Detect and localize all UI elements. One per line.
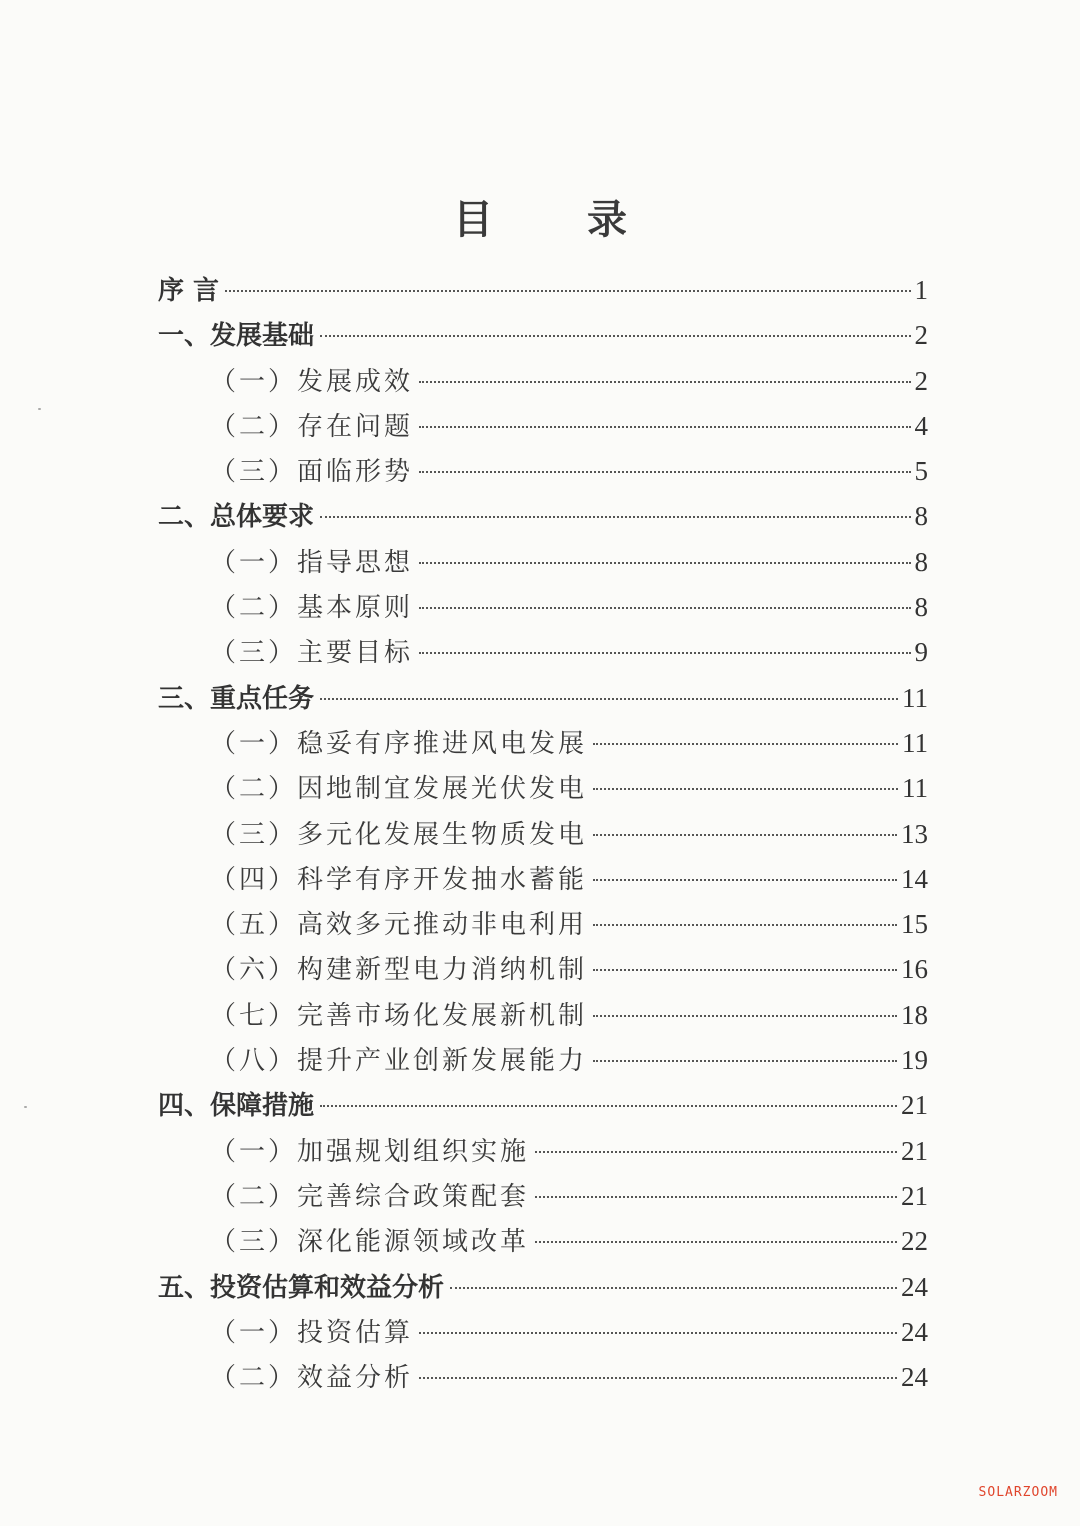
toc-entry (158, 993, 928, 1038)
dot-leader (320, 698, 898, 700)
toc-entry (158, 1129, 928, 1174)
toc-entry-label: （一）加强规划组织实施 (210, 1136, 530, 1167)
dot-leader (419, 607, 910, 609)
toc-entry-page-number: 24 (901, 1362, 928, 1393)
toc-entry-page-number: 1 (914, 275, 928, 305)
toc-entry (158, 1265, 928, 1310)
toc-entry-page-number: 21 (901, 1180, 928, 1211)
watermark-logo: SOLARZOOM (978, 1485, 1058, 1500)
toc-entry (158, 449, 928, 494)
toc-entry-page-number: 8 (914, 501, 928, 532)
toc-entry-page-number: 2 (914, 365, 928, 396)
toc-entry-page-number: 22 (901, 1226, 928, 1257)
toc-entry-label: 三、重点任务 (158, 683, 315, 714)
toc-entry-label: 四、保障措施 (158, 1091, 315, 1122)
toc-entry-page-number: 21 (901, 1090, 928, 1121)
dot-leader (535, 1151, 897, 1153)
dot-leader (593, 879, 897, 881)
toc-entry (158, 766, 928, 811)
toc-entry-page-number: 21 (901, 1135, 928, 1166)
toc-entry-page-number: 13 (901, 818, 928, 849)
dot-leader (593, 1060, 897, 1062)
page-title: 目 录 (453, 197, 667, 243)
toc-entry-label: （一）指导思想 (210, 547, 414, 578)
toc-entry (158, 359, 928, 404)
toc-entry (158, 947, 928, 992)
scan-speck (24, 1106, 27, 1108)
toc-entry-page-number: 15 (901, 909, 928, 940)
toc-entry-label: （七）完善市场化发展新机制 (210, 1000, 588, 1031)
dot-leader (419, 426, 910, 428)
toc-entry-label: （二）基本原则 (210, 593, 414, 624)
toc-entry-page-number: 16 (901, 954, 928, 985)
dot-leader (593, 924, 897, 926)
toc-entry (158, 313, 928, 358)
dot-leader (419, 381, 910, 383)
toc-entry-label: （三）面临形势 (210, 457, 414, 488)
dot-leader (225, 290, 910, 292)
toc-entry-page-number: 8 (914, 592, 928, 623)
toc-entry (158, 585, 928, 630)
toc-entry-page-number: 18 (901, 999, 928, 1030)
toc-entry (158, 494, 928, 539)
toc-entry-label: （二）存在问题 (210, 411, 414, 442)
toc-entry-label: （二）完善综合政策配套 (210, 1181, 530, 1212)
scan-speck (38, 408, 41, 410)
toc-entry-page-number: 9 (914, 637, 928, 668)
toc-entry-page-number: 11 (902, 773, 928, 804)
dot-leader (320, 335, 910, 337)
toc-entry-label: 一、发展基础 (158, 321, 315, 352)
toc-entry-label: （三）深化能源领域改革 (210, 1227, 530, 1258)
toc-entry (158, 902, 928, 947)
toc-entry-page-number: 5 (914, 456, 928, 487)
toc-entry-label: 五、投资估算和效益分析 (158, 1272, 445, 1303)
toc-entry (158, 1310, 928, 1355)
dot-leader (593, 1015, 897, 1017)
dot-leader (535, 1196, 897, 1198)
toc-entry-label: （四）科学有序开发抽水蓄能 (210, 864, 588, 895)
toc-entry-page-number: 2 (914, 320, 928, 351)
toc-entry-page-number: 11 (902, 682, 928, 713)
toc-entry-page-number: 4 (914, 410, 928, 441)
toc-entry-page-number: 14 (901, 863, 928, 894)
toc-entry (158, 268, 928, 313)
toc-entry-label: （三）多元化发展生物质发电 (210, 819, 588, 850)
toc-entry-label: （一）发展成效 (210, 366, 414, 397)
toc-entry-label: （六）构建新型电力消纳机制 (210, 955, 588, 986)
toc-entry-label: 序 言 (158, 276, 220, 306)
dot-leader (419, 652, 910, 654)
dot-leader (419, 1332, 897, 1334)
toc-entry-label: 二、总体要求 (158, 502, 315, 533)
toc-entry-label: （二）效益分析 (210, 1363, 414, 1394)
toc-entry (158, 676, 928, 721)
dot-leader (320, 516, 910, 518)
dot-leader (593, 834, 897, 836)
toc-entry (158, 857, 928, 902)
toc-entry (158, 812, 928, 857)
toc-entry (158, 630, 928, 675)
toc-entry-label: （一）投资估算 (210, 1317, 414, 1348)
toc-entry-label: （一）稳妥有序推进风电发展 (210, 728, 588, 759)
dot-leader (593, 743, 898, 745)
toc-entry-label: （三）主要目标 (210, 638, 414, 669)
dot-leader (593, 788, 898, 790)
toc-entry (158, 1219, 928, 1264)
dot-leader (419, 1377, 897, 1379)
dot-leader (419, 471, 910, 473)
toc-entry (158, 1038, 928, 1083)
toc-entry-page-number: 19 (901, 1045, 928, 1076)
table-of-contents (158, 268, 928, 1400)
toc-entry (158, 404, 928, 449)
dot-leader (419, 562, 910, 564)
toc-entry-page-number: 8 (914, 546, 928, 577)
toc-entry (158, 540, 928, 585)
dot-leader (535, 1241, 897, 1243)
toc-entry-label: （二）因地制宜发展光伏发电 (210, 774, 588, 805)
dot-leader (593, 969, 897, 971)
toc-entry-page-number: 11 (902, 727, 928, 758)
toc-entry-label: （八）提升产业创新发展能力 (210, 1046, 588, 1077)
toc-entry (158, 1355, 928, 1400)
toc-entry (158, 721, 928, 766)
toc-entry-page-number: 24 (901, 1316, 928, 1347)
toc-entry-label: （五）高效多元推动非电利用 (210, 910, 588, 941)
dot-leader (450, 1287, 897, 1289)
toc-entry-page-number: 24 (901, 1271, 928, 1302)
toc-entry (158, 1083, 928, 1128)
dot-leader (320, 1105, 897, 1107)
toc-entry (158, 1174, 928, 1219)
